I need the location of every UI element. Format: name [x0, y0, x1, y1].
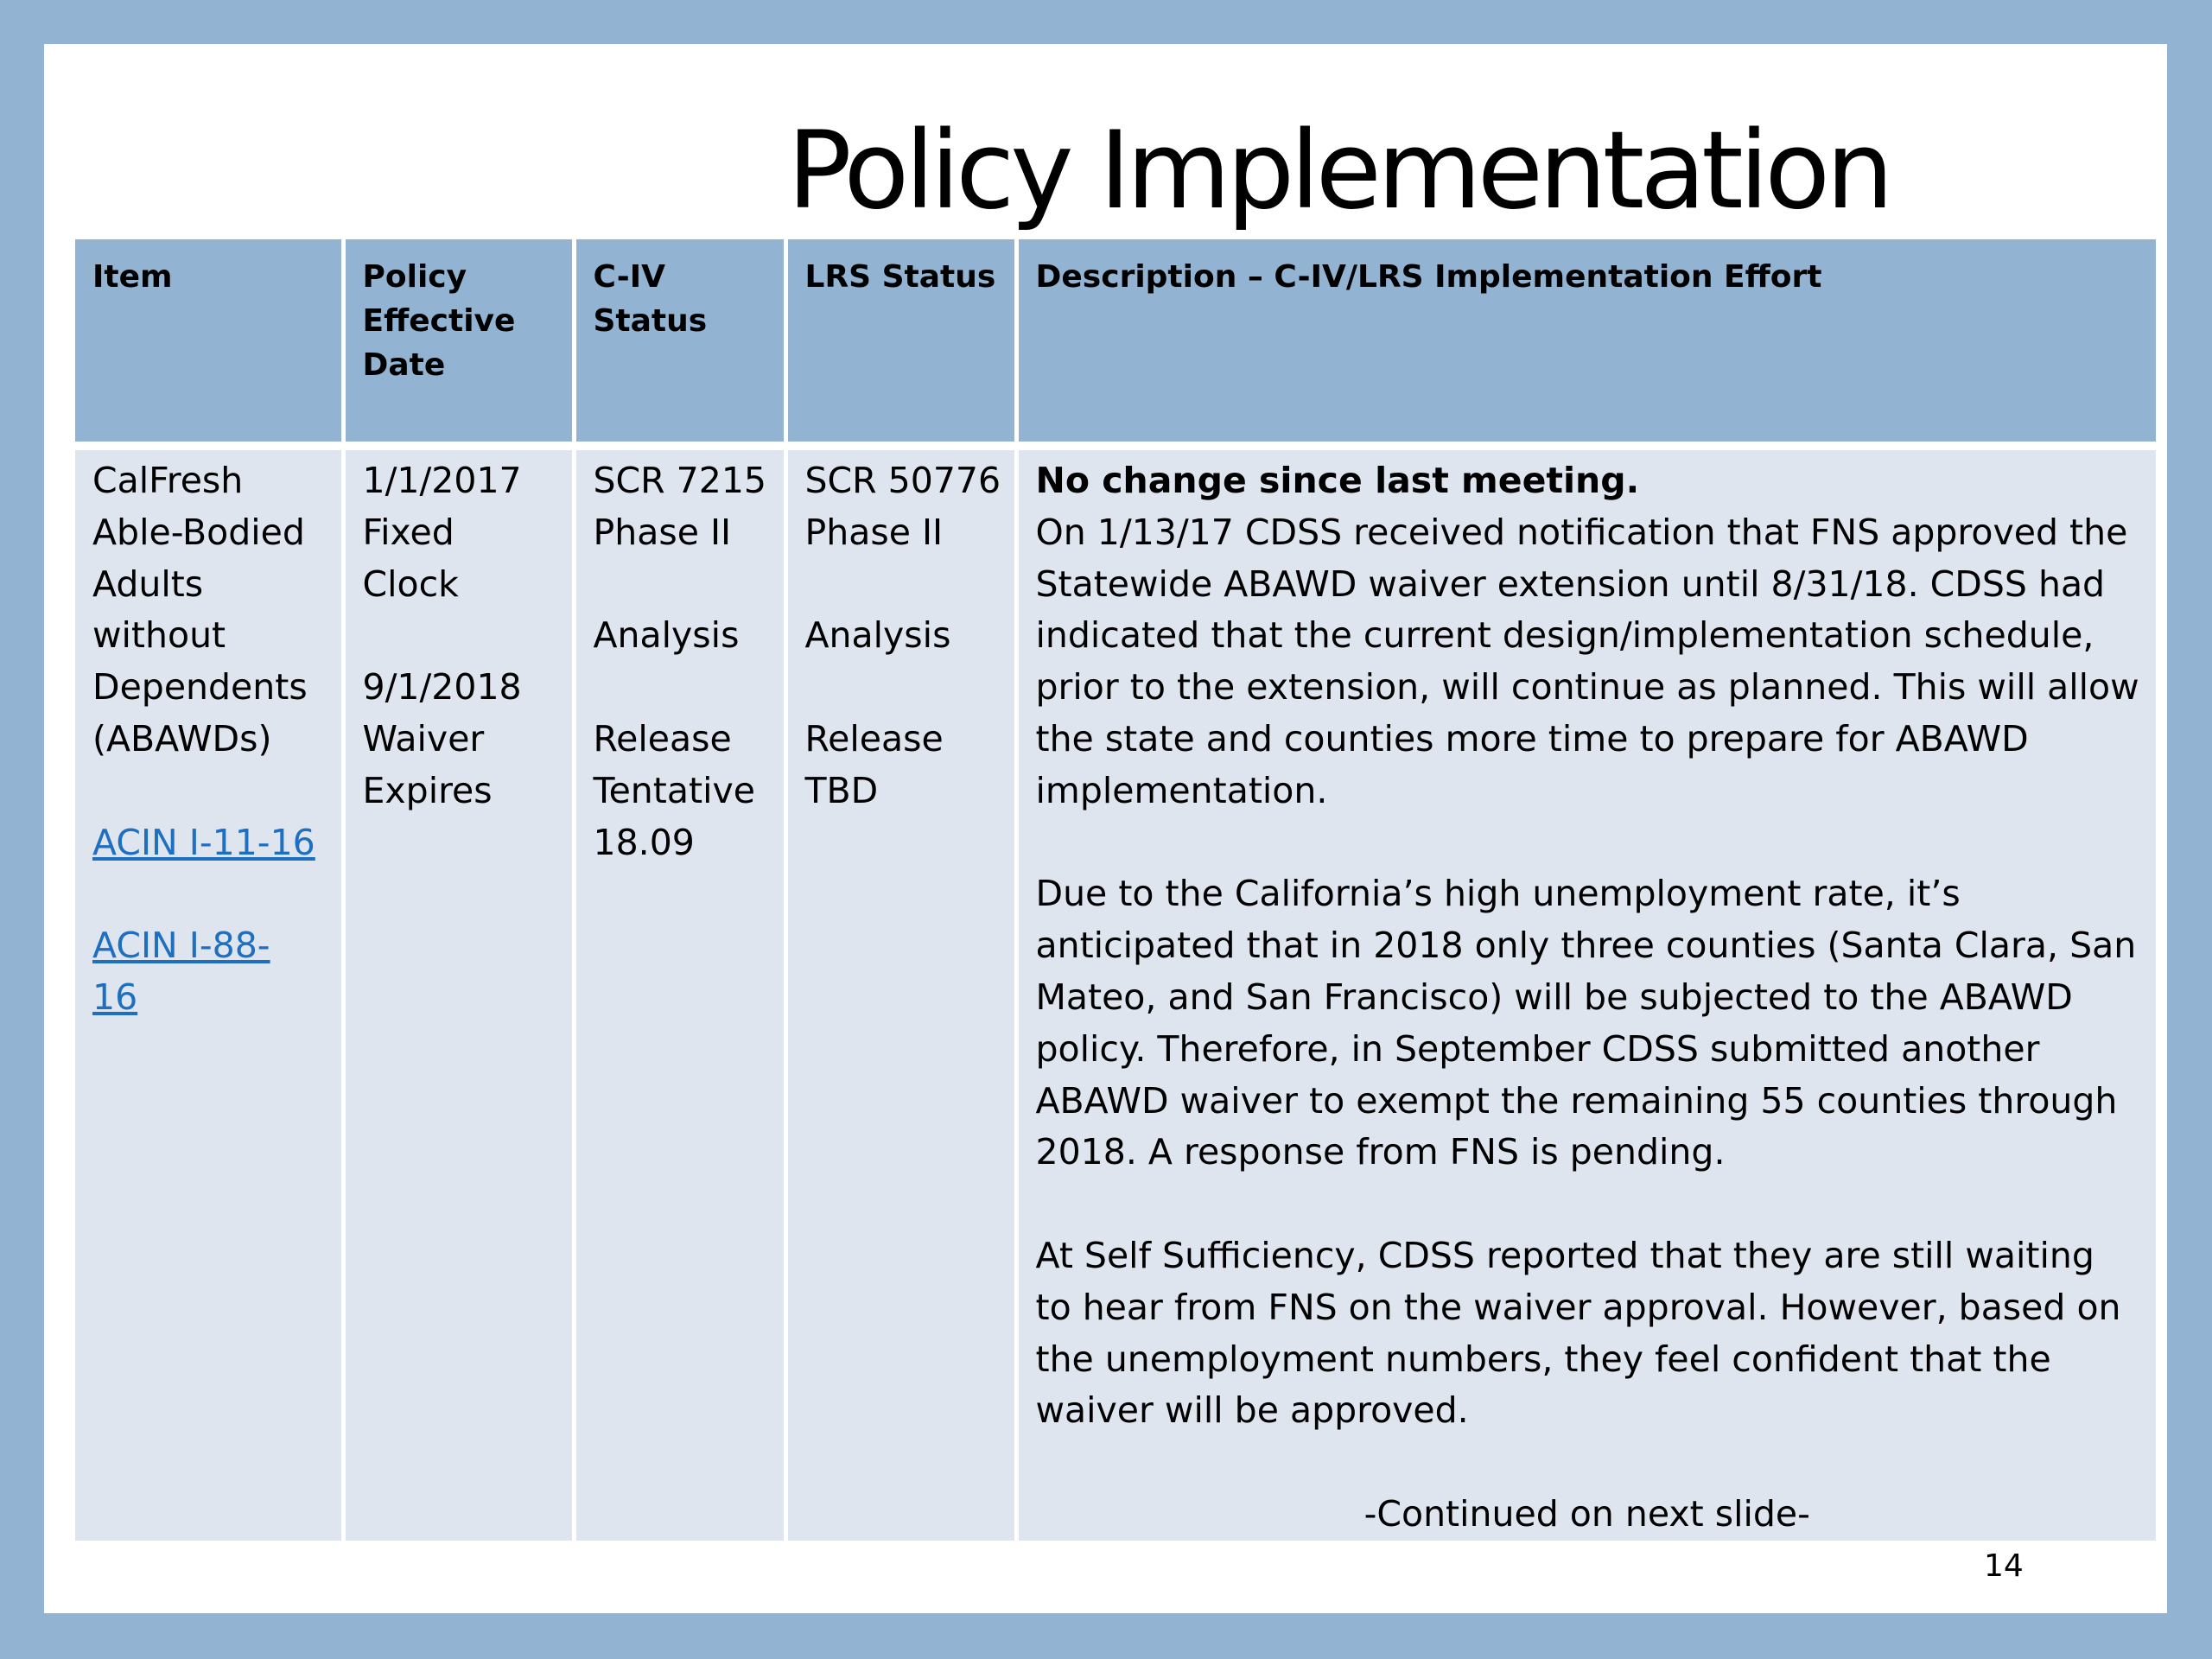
item-line: (ABAWDs)	[92, 717, 272, 760]
header-civ-status-line: Status	[593, 303, 708, 339]
cell-civ-status	[574, 446, 785, 1541]
link-line: ACIN I-11-16	[92, 821, 315, 863]
link-line: 16	[92, 976, 138, 1018]
description-line: At Self Sufficiency, CDSS reported that they are still waiting	[1035, 1234, 2094, 1276]
cell-lrs-status	[785, 446, 1016, 1541]
cell-description	[1016, 446, 2156, 1541]
description-line: implementation.	[1035, 769, 1328, 811]
civ-status-line: Release	[593, 717, 732, 760]
civ-status-line: Tentative	[593, 769, 755, 811]
item-line: Adults	[92, 563, 204, 605]
description-line: the state and counties more time to prepare for ABAWD	[1035, 717, 2029, 760]
civ-status-line: SCR 7215	[593, 460, 767, 501]
description-line: 2018. A response from FNS is pending.	[1035, 1131, 1726, 1173]
slide-title: Policy Implementation	[787, 109, 1890, 233]
header-policy-date-line: Policy	[362, 259, 467, 295]
civ-status-line: Analysis	[593, 614, 740, 657]
description-paragraph-3	[1036, 1230, 2157, 1437]
item-line: Able-Bodied	[92, 511, 305, 553]
description-line: policy. Therefore, in September CDSS submitted another	[1035, 1027, 2040, 1070]
policy-date-line: Fixed	[362, 511, 454, 553]
lrs-status-line: Phase II	[804, 511, 944, 553]
policy-table	[75, 239, 2156, 1541]
cell-policy-date	[343, 446, 574, 1541]
description-line: ABAWD waiver to exempt the remaining 55 counties through	[1035, 1079, 2118, 1122]
lrs-status-line: TBD	[804, 769, 879, 811]
header-civ-status-line: C-IV	[593, 259, 665, 295]
description-line: Due to the California’s high unemployment rate, it’s	[1035, 873, 1961, 915]
description-line: indicated that the current design/implementation schedule,	[1035, 614, 2094, 657]
description-line: Statewide ABAWD waiver extension until 8/31/18. CDSS had	[1035, 563, 2106, 605]
description-paragraph-2	[1036, 868, 2157, 1179]
description-line: On 1/13/17 CDSS received notification that FNS approved the	[1035, 511, 2128, 553]
link-line: ACIN I-88-	[92, 925, 270, 967]
policy-date-line: Waiver	[362, 717, 485, 760]
acin-i-88-16-link[interactable]	[92, 920, 341, 1024]
lrs-status-line: Release	[804, 717, 944, 760]
item-line: Dependents	[92, 666, 308, 709]
description-line: the unemployment numbers, they feel confident that the	[1035, 1338, 2051, 1380]
civ-status-line: 18.09	[593, 821, 695, 863]
description-paragraph-1	[1036, 507, 2157, 817]
header-lrs-status-line: LRS Status	[804, 259, 996, 295]
header-item-line: Item	[92, 259, 173, 295]
lrs-status-line: SCR 50776	[804, 460, 1001, 501]
description-line: waiver will be approved.	[1035, 1389, 1469, 1432]
item-line: without	[92, 614, 226, 657]
header-policy-date-line: Date	[362, 347, 446, 383]
header-item	[75, 239, 343, 446]
policy-date-line: Clock	[362, 563, 459, 605]
header-policy-date-line: Effective	[362, 303, 516, 339]
civ-status-line: Phase II	[593, 511, 732, 553]
policy-date-line: Expires	[362, 769, 493, 811]
policy-date-line: 1/1/2017	[362, 460, 522, 501]
acin-i-11-16-link[interactable]	[92, 817, 341, 869]
header-civ-status	[574, 239, 785, 446]
description-line: prior to the extension, will continue as planned. This will allow	[1035, 666, 2139, 709]
policy-date-line: 9/1/2018	[362, 666, 522, 709]
slide	[44, 44, 2167, 1613]
table-header-row	[75, 239, 2156, 446]
header-policy-date	[343, 239, 574, 446]
continued-note: -Continued on next slide-	[1363, 1492, 1810, 1535]
cell-item	[75, 446, 343, 1541]
description-line: anticipated that in 2018 only three counties (Santa Clara, San	[1035, 925, 2137, 967]
description-line: to hear from FNS on the waiver approval. However, based on	[1035, 1286, 2121, 1328]
header-description-line: Description – C-IV/LRS Implementation Effort	[1035, 259, 1822, 295]
header-lrs-status	[785, 239, 1016, 446]
table-row	[75, 446, 2156, 1541]
lrs-status-line: Analysis	[804, 614, 951, 657]
header-description	[1016, 239, 2156, 446]
slide-number: 14	[1984, 1548, 2024, 1584]
item-line: CalFresh	[92, 460, 244, 501]
description-line: Mateo, and San Francisco) will be subjected to the ABAWD	[1035, 976, 2073, 1018]
description-lead: No change since last meeting.	[1035, 460, 1640, 501]
